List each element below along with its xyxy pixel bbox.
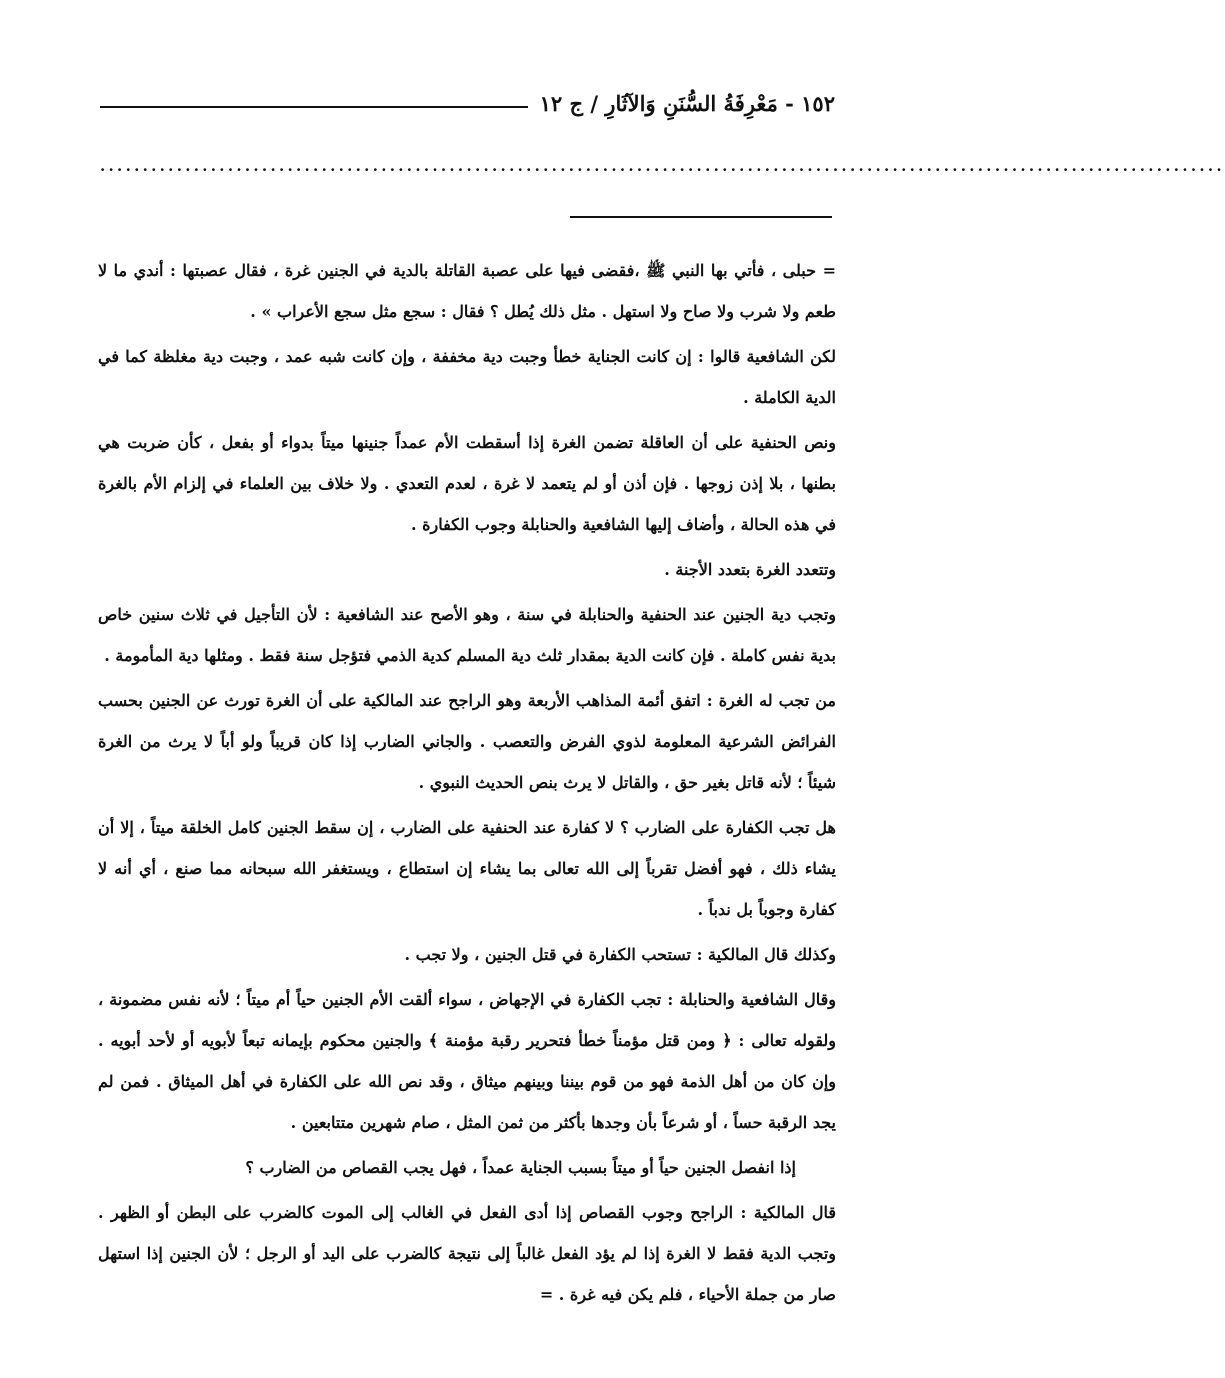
paragraph-6: من تجب له الغرة : اتفق أئمة المذاهب الأربعة وهو الراجح عند المالكية على أن الغرة تورث عن الجنين بحسب الفرائض الشرعية المعلومة لذوي الفرض والتعصب . والجاني الضارب إذا كان قريباً ولو أباً لا يرث من الغرة شيئاً ؛ لأنه قاتل بغير حق ، والقاتل لا يرث بنص الحديث النبوي . xyxy=(98,691,836,792)
paragraph-8: وكذلك قال المالكية : تستحب الكفارة في قتل الجنين ، ولا تجب . xyxy=(404,945,836,964)
header-rule xyxy=(100,106,528,108)
paragraph-4: وتتعدد الغرة بتعدد الأجنة . xyxy=(664,560,836,579)
paragraph-10: إذا انفصل الجنين حياً أو ميتاً بسبب الجناية عمداً ، فهل يجب القصاص من الضارب ؟ xyxy=(245,1158,796,1177)
dotted-separator: .................................................................................................................................... xyxy=(100,157,1225,175)
paragraph-5: وتجب دية الجنين عند الحنفية والحنابلة في سنة ، وهو الأصح عند الشافعية : لأن التأجيل في ثلاث سنين خاص بدية نفس كاملة . فإن كانت الدية بمقدار ثلث دية المسلم كدية الذمي فتؤجل سنة فقط . ومثلها دية المأمومة . xyxy=(98,605,836,665)
paragraph-2: لكن الشافعية قالوا : إن كانت الجناية خطأ وجبت دية مخففة ، وإن كانت شبه عمد ، وجبت دية مغلظة كما في الدية الكاملة . xyxy=(98,347,836,407)
paragraph-9: وقال الشافعية والحنابلة : تجب الكفارة في الإجهاض ، سواء ألقت الأم الجنين حياً أم ميتاً ؛ لأنه نفس مضمونة ، ولقوله تعالى : ﴿ ومن قتل مؤمناً خطأ فتحرير رقبة مؤمنة ﴾ والجنين محكوم بإيمانه تبعاً لأبويه أو لأحد أبويه . وإن كان من أهل الذمة فهو من قوم بيننا وبينهم ميثاق ، وقد نص الله على الكفارة في أهل الميثاق . فمن لم يجد الرقبة حساً ، أو شرعاً بأن وجدها بأكثر من ثمن المثل ، صام شهرين متتابعين . xyxy=(98,990,836,1132)
running-header xyxy=(100,86,835,120)
header-title: ١٥٢ - مَعْرِفَةُ السُّنَنِ وَالآثَارِ / ج ١٢ xyxy=(539,90,835,116)
paragraph-11: قال المالكية : الراجح وجوب القصاص إذا أدى الفعل في الغالب إلى الموت كالضرب على البطن أو الظهر . وتجب الدية فقط لا الغرة إذا لم يؤد الفعل غالباً إلى نتيجة كالضرب على اليد أو الرجل ؛ لأن الجنين إذا استهل صار من جملة الأحياء ، فلم يكن فيه غرة . = xyxy=(98,1203,837,1304)
footnote-rule xyxy=(570,216,832,218)
footnote-body xyxy=(98,250,836,1319)
paragraph-1: = حبلى ، فأتي بها النبي ﷺ ،فقضى فيها على عصبة القاتلة بالدية في الجنين غرة ، فقال عصبتها : أندي ما لا طعم ولا شرب ولا صاح ولا استهل . مثل ذلك يُطل ؟ فقال : سجع مثل سجع الأعراب » . xyxy=(98,261,836,321)
paragraph-3: ونص الحنفية على أن العاقلة تضمن الغرة إذا أسقطت الأم عمداً جنينها ميتاً بدواء أو بفعل ، كأن ضربت هي بطنها ، بلا إذن زوجها . فإن أذن أو لم يتعمد لا غرة ، لعدم التعدي . ولا خلاف بين العلماء في إلزام الأم بالغرة في هذه الحالة ، وأضاف إليها الشافعية والحنابلة وجوب الكفارة . xyxy=(98,433,836,534)
paragraph-7: هل تجب الكفارة على الضارب ؟ لا كفارة عند الحنفية على الضارب ، إن سقط الجنين كامل الخلقة ميتاً ، إلا أن يشاء ذلك ، فهو أفضل تقرباً إلى الله تعالى بما يشاء إن استطاع ، ويستغفر الله سبحانه مما صنع ، أي أنه لا كفارة وجوباً بل ندباً . xyxy=(98,818,836,919)
